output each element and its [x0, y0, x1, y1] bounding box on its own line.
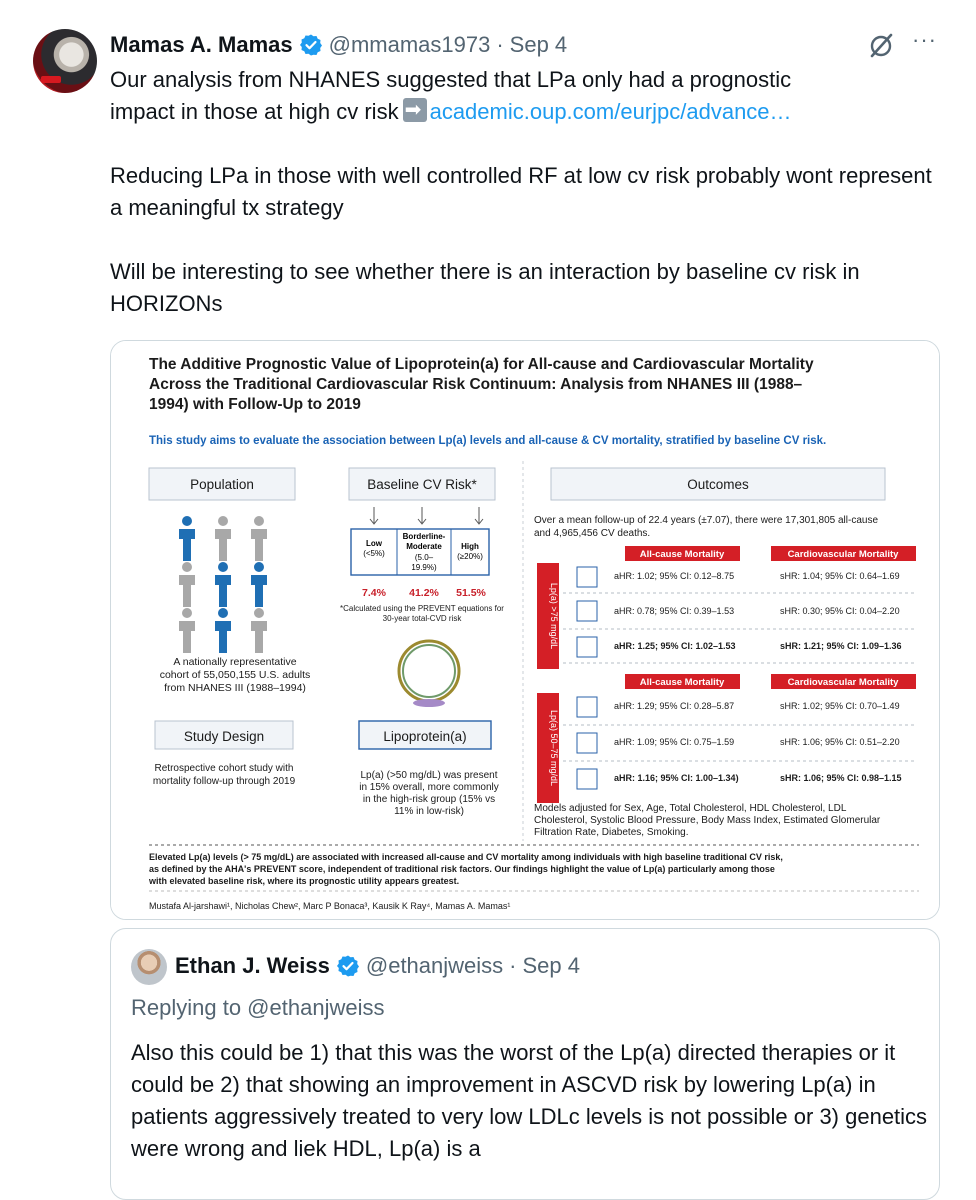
tweet-line-1: Our analysis from NHANES suggested that LPa only had a prognostic: [110, 67, 792, 92]
group-1-label: Lp(a) >75 mg/dL: [549, 582, 559, 650]
followup-1: Over a mean follow-up of 22.4 years (±7.07), there were 17,301,805 all-cause: [534, 515, 879, 526]
grok-icon[interactable]: [868, 31, 896, 59]
followup-2: and 4,965,456 CV deaths.: [534, 528, 651, 539]
risk-level-icons-1: [577, 567, 597, 657]
author-handle[interactable]: @mmamas1973: [328, 32, 491, 57]
risk-mid-range-2: 19.9%): [411, 563, 437, 572]
risk-high: High: [461, 542, 479, 551]
quoted-tweet-text: Also this could be 1) that this was the worst of the Lp(a) directed therapies or it could be 2) that showing an improvement in ASCVD risk by lowering Lp(a) in patients aggressively treated to very low LDLc levels is not possible or 3) genetics were wrong and liek HDL, Lp(a) is a: [131, 1040, 928, 1161]
g2-cv-high: sHR: 1.06; 95% CI: 0.98–1.15: [780, 773, 902, 783]
lpa-desc-2: in 15% overall, more commonly: [359, 782, 499, 793]
g1-ac-low: aHR: 1.02; 95% CI: 0.12–8.75: [614, 571, 735, 581]
population-desc-1: A nationally representative: [173, 656, 297, 668]
avatar-badge: [41, 76, 61, 83]
header-separator: ·: [496, 32, 504, 57]
author-name[interactable]: Mamas A. Mamas: [110, 32, 293, 57]
risk-low-range: (<5%): [363, 549, 385, 558]
models-3: Filtration Rate, Diabetes, Smoking.: [534, 827, 689, 838]
lpa-desc-4: 11% in low-risk): [394, 806, 464, 817]
design-desc-2: mortality follow-up through 2019: [152, 776, 296, 787]
allcause-header-1: All-cause Mortality: [639, 549, 725, 560]
authors: Mustafa Al-jarshawi¹, Nicholas Chew², Marc P Bonaca³, Kausik K Ray⁴, Mamas A. Mamas¹: [149, 901, 511, 911]
g1-ac-mid: aHR: 0.78; 95% CI: 0.39–1.53: [614, 606, 735, 616]
quoted-author-name[interactable]: Ethan J. Weiss: [175, 953, 330, 978]
outcomes-label: Outcomes: [687, 477, 749, 492]
replying-to: Replying to @ethanjweiss: [131, 995, 385, 1020]
tweet-line-2: [110, 96, 950, 128]
quoted-author-handle[interactable]: @ethanjweiss: [365, 953, 504, 978]
pct-high: 51.5%: [456, 587, 486, 599]
conclusion-3: with elevated baseline risk, where its prognostic utility appears greatest.: [149, 876, 460, 886]
infographic-title-2: Across the Traditional Cardiovascular Risk Continuum: Analysis from NHANES III (1988–: [149, 376, 803, 393]
quoted-separator: ·: [509, 953, 517, 978]
risk-moderate: Moderate: [406, 542, 442, 551]
tweet-text: [110, 64, 950, 320]
verified-badge-icon: [299, 33, 323, 57]
tweet-paragraph-3: Will be interesting to see whether there is an interaction by baseline cv risk in HORIZONs: [110, 259, 860, 316]
allcause-header-2: All-cause Mortality: [639, 677, 725, 688]
risk-level-icons-2: [577, 697, 597, 789]
quoted-tweet[interactable]: [110, 928, 940, 1200]
cv-header-1: Cardiovascular Mortality: [787, 549, 899, 560]
article-link[interactable]: academic.oup.com/eurjpc/advance…: [429, 99, 792, 124]
quoted-date[interactable]: Sep 4: [522, 953, 580, 978]
conclusion-2: as defined by the AHA's PREVENT score, independent of traditional risk factors. Our findings highlight the value of Lp(a) particularly among those: [149, 864, 775, 874]
models-2: Cholesterol, Systolic Blood Pressure, Body Mass Index, Estimated Glomerular: [534, 815, 881, 826]
infographic-aim: This study aims to evaluate the association between Lp(a) levels and all-cause & CV mortality, stratified by baseline CV risk.: [149, 435, 827, 447]
lpa-desc-1: Lp(a) (>50 mg/dL) was present: [360, 770, 498, 781]
author-avatar[interactable]: [33, 29, 97, 93]
conclusion-1: Elevated Lp(a) levels (> 75 mg/dL) are associated with increased all-cause and CV mortality among individuals with high baseline traditional CV risk,: [149, 852, 783, 862]
g1-cv-mid: sHR: 0.30; 95% CI: 0.04–2.20: [780, 606, 900, 616]
risk-note-1: *Calculated using the PREVENT equations for: [340, 604, 504, 613]
infographic-title-3: 1994) with Follow-Up to 2019: [149, 396, 361, 413]
risk-mid-range-1: (5.0–: [414, 553, 434, 562]
study-design-label: Study Design: [183, 729, 265, 744]
g1-cv-high: sHR: 1.21; 95% CI: 1.09–1.36: [780, 641, 902, 651]
g2-ac-high: aHR: 1.16; 95% CI: 1.00–1.34): [614, 773, 739, 783]
lpa-desc-3: in the high-risk group (15% vs: [362, 794, 496, 805]
tweet-header: [110, 31, 567, 59]
population-desc-2: cohort of 55,050,155 U.S. adults: [159, 669, 311, 681]
g2-ac-mid: aHR: 1.09; 95% CI: 0.75–1.59: [614, 737, 735, 747]
group-2-label: Lp(a) 50–75 mg/dL: [549, 709, 559, 787]
risk-borderline: Borderline-: [402, 532, 446, 541]
pct-mid: 41.2%: [409, 587, 439, 599]
population-desc-3: from NHANES III (1988–1994): [164, 682, 306, 694]
models-1: Models adjusted for Sex, Age, Total Cholesterol, HDL Cholesterol, LDL: [534, 803, 847, 814]
risk-high-range: (≥20%): [457, 552, 483, 561]
baseline-risk-label: Baseline CV Risk*: [367, 477, 477, 492]
g1-ac-high: aHR: 1.25; 95% CI: 1.02–1.53: [614, 641, 736, 651]
quoted-verified-badge-icon: [336, 954, 360, 978]
g2-ac-low: aHR: 1.29; 95% CI: 0.28–5.87: [614, 701, 735, 711]
risk-note-2: 30-year total-CVD risk: [382, 614, 462, 623]
tweet-line-2-text: impact in those at high cv risk: [110, 99, 399, 124]
g1-cv-low: sHR: 1.04; 95% CI: 0.64–1.69: [780, 571, 900, 581]
design-desc-1: Retrospective cohort study with: [154, 763, 294, 774]
more-options-icon[interactable]: ···: [912, 27, 937, 52]
quoted-tweet-header: [175, 953, 580, 979]
cv-header-2: Cardiovascular Mortality: [787, 677, 899, 688]
tweet-paragraph-2: Reducing LPa in those with well controlled RF at low cv risk probably wont represent a meaningful tx strategy: [110, 163, 932, 220]
right-arrow-emoji-icon: [403, 98, 427, 122]
g2-cv-low: sHR: 1.02; 95% CI: 0.70–1.49: [780, 701, 900, 711]
population-label: Population: [190, 477, 254, 492]
risk-low: Low: [366, 539, 382, 548]
tweet-date[interactable]: Sep 4: [509, 32, 568, 57]
infographic-title-1: The Additive Prognostic Value of Lipoprotein(a) for All-cause and Cardiovascular Mortality: [149, 356, 814, 373]
g2-cv-mid: sHR: 1.06; 95% CI: 0.51–2.20: [780, 737, 900, 747]
infographic-image[interactable]: [110, 340, 940, 920]
lpa-label: Lipoprotein(a): [383, 729, 467, 744]
pct-low: 7.4%: [362, 587, 386, 599]
quoted-author-avatar[interactable]: [131, 949, 167, 985]
